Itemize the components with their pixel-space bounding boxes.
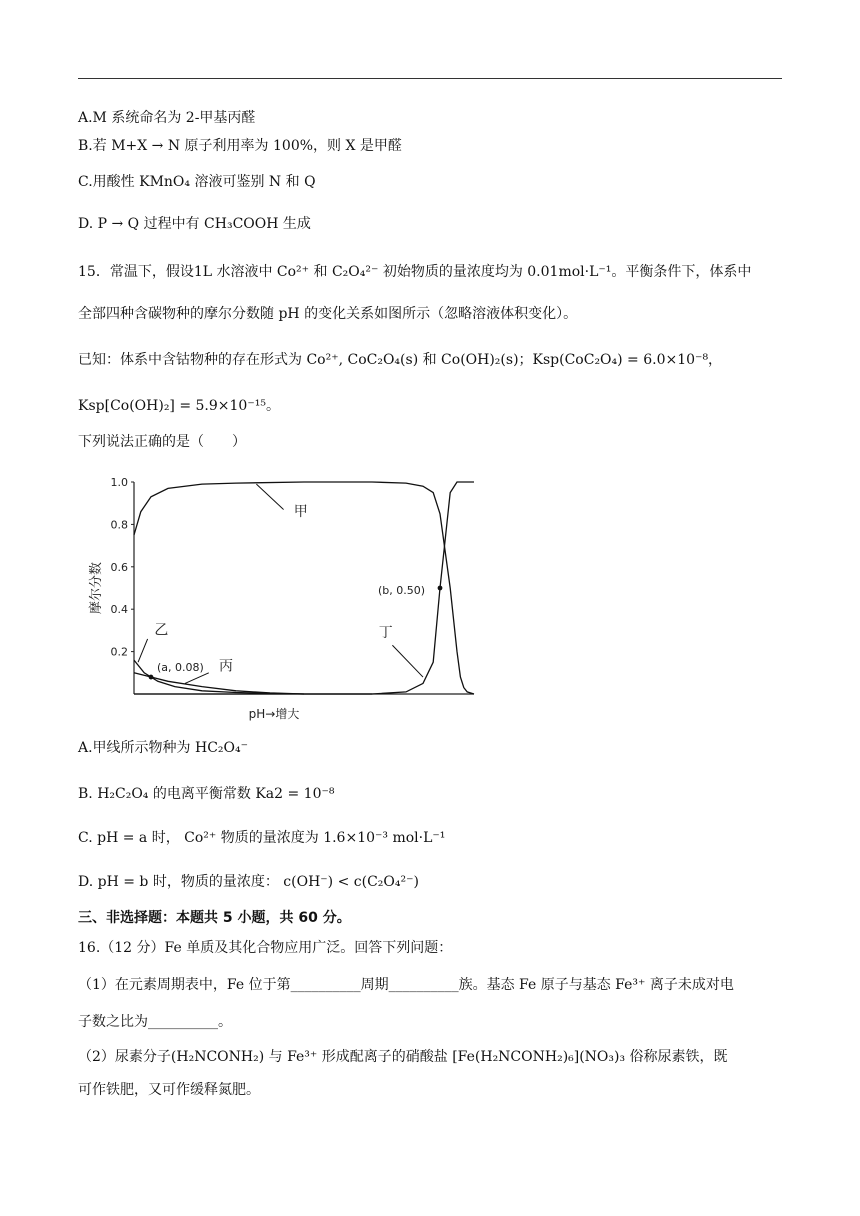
q16-part2-line1: （2）尿素分子(H₂NCONH₂) 与 Fe³⁺ 形成配离子的硝酸盐 [Fe(H₂NCONH₂)₆](NO₃)₃ 俗称尿素铁，既	[78, 1049, 728, 1065]
series-leader	[138, 639, 148, 662]
series-leader	[392, 645, 423, 677]
y-tick-label: 0.8	[110, 518, 128, 532]
q15-option-a: A.甲线所示物种为 HC₂O₄⁻	[78, 740, 249, 756]
q15-stem-line1: 15．常温下，假设1L 水溶液中 Co²⁺ 和 C₂O₄²⁻ 初始物质的量浓度均为 0.01mol·L⁻¹。平衡条件下，体系中	[78, 264, 752, 280]
header-rule	[78, 78, 782, 79]
mole-fraction-chart	[86, 470, 486, 725]
annotation-label: (a, 0.08)	[157, 661, 204, 675]
series-line-3	[134, 673, 304, 694]
series-leader	[256, 484, 283, 509]
series-leader	[185, 673, 209, 684]
q16-part1-line2: 子数之比为__________。	[78, 1014, 232, 1030]
q14-option-c: C.用酸性 KMnO₄ 溶液可鉴别 N 和 Q	[78, 174, 316, 190]
q16-part1-line1: （1）在元素周期表中，Fe 位于第__________周期__________族。基态 Fe 原子与基态 Fe³⁺ 离子未成对电	[78, 977, 734, 993]
y-tick-label: 0.4	[110, 603, 128, 617]
annotation-label: (b, 0.50)	[378, 584, 426, 597]
y-tick-label: 1.0	[110, 476, 128, 489]
q14-option-d: D. P → Q 过程中有 CH₃COOH 生成	[78, 216, 311, 232]
series-label: 甲	[293, 503, 308, 520]
q15-stem-line2: 全部四种含碳物种的摩尔分数随 pH 的变化关系如图所示（忽略溶液体积变化）。	[78, 306, 578, 322]
q14-option-b: B.若 M+X → N 原子利用率为 100%，则 X 是甲醛	[78, 138, 402, 154]
annotation-point	[438, 586, 443, 591]
section-3-heading: 三、非选择题：本题共 5 小题，共 60 分。	[78, 910, 351, 926]
x-axis-title: pH→增大	[248, 707, 300, 721]
q16-part2-line2: 可作铁肥，又可作缓释氮肥。	[78, 1082, 260, 1098]
q15-option-d: D. pH = b 时，物质的量浓度： c(OH⁻) < c(C₂O₄²⁻)	[78, 874, 419, 890]
series-label: 乙	[154, 622, 169, 639]
y-tick-label: 0.2	[110, 645, 128, 659]
series-label: 丁	[378, 624, 393, 641]
q15-option-c: C. pH = a 时， Co²⁺ 物质的量浓度为 1.6×10⁻³ mol·L⁻¹	[78, 830, 446, 846]
q15-option-b: B. H₂C₂O₄ 的电离平衡常数 Ka2 = 10⁻⁸	[78, 786, 335, 802]
annotation-point	[149, 675, 154, 680]
y-axis-title: 摩尔分数	[89, 561, 104, 615]
q15-question: 下列说法正确的是（ ）	[78, 434, 246, 450]
q14-option-a: A.M 系统命名为 2-甲基丙醛	[78, 110, 256, 126]
series-label: 丙	[219, 658, 233, 675]
q15-known-line2: Ksp[Co(OH)₂] = 5.9×10⁻¹⁵。	[78, 398, 280, 414]
y-tick-label: 0.6	[110, 560, 128, 574]
q16-title: 16.（12 分）Fe 单质及其化合物应用广泛。回答下列问题：	[78, 940, 453, 956]
q15-known-line1: 已知：体系中含钴物种的存在形式为 Co²⁺, CoC₂O₄(s) 和 Co(OH)₂(s)；Ksp(CoC₂O₄) = 6.0×10⁻⁸，	[78, 352, 723, 368]
